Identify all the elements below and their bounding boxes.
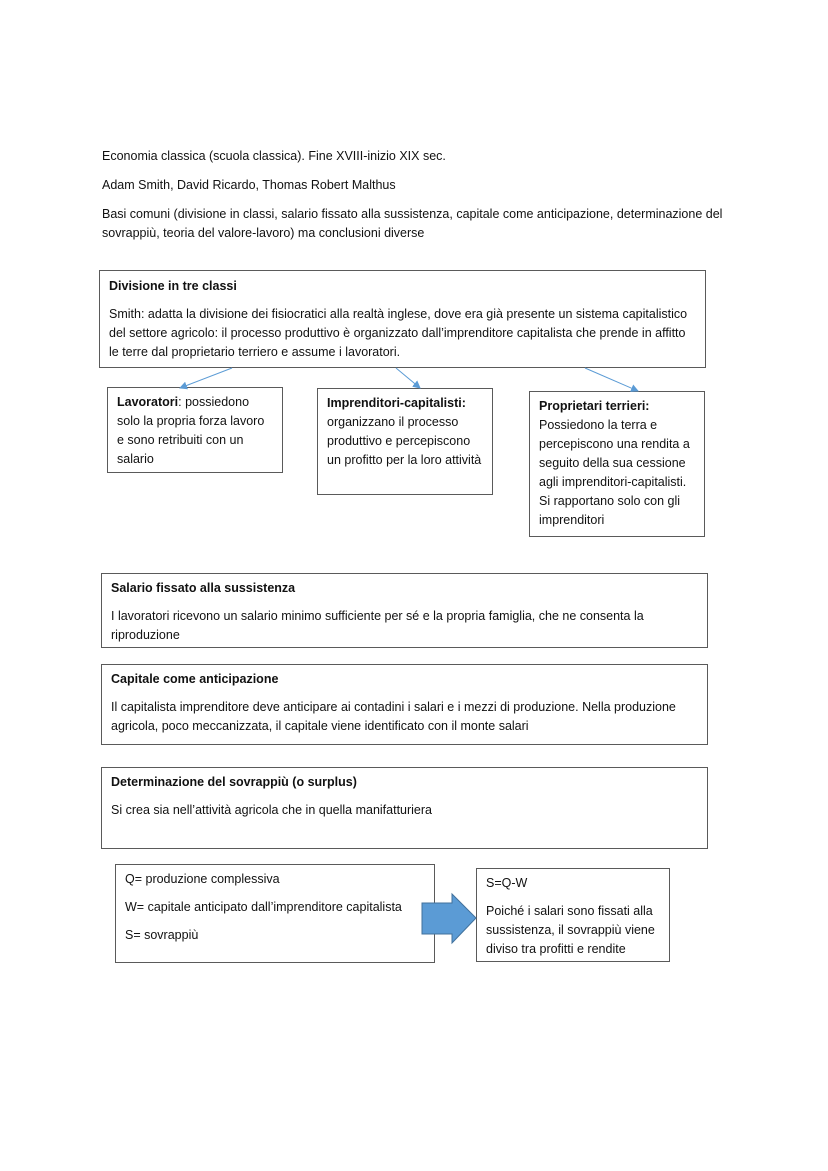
landowners-text: Possiedono la terra e percepiscono una rendita a seguito della sua cessione agli imprenditori-capitalisti. Si rapportano solo con gli imprenditori (539, 418, 690, 527)
result-formula: S=Q-W (486, 876, 528, 890)
classes-title: Divisione in tre classi (109, 279, 237, 293)
surplus-text: Si crea sia nell’attività agricola che in quella manifatturiera (111, 803, 432, 817)
intro-line-3: Basi comuni (divisione in classi, salario fissato alla sussistenza, capitale come anticipazione, determinazione del sovrappiù, teoria del valore-lavoro) ma conclusioni diverse (102, 207, 723, 240)
landowners-title: Proprietari terrieri: (539, 399, 650, 413)
intro-line-2: Adam Smith, David Ricardo, Thomas Robert Malthus (102, 178, 396, 192)
arrow-to-entrepreneurs (396, 368, 420, 388)
formula-s: S= sovrappiù (125, 928, 199, 942)
arrow-to-landowners (585, 368, 638, 391)
formula-q: Q= produzione complessiva (125, 872, 280, 886)
classes-text: Smith: adatta la divisione dei fisiocratici alla realtà inglese, dove era già presente un sistema capitalistico del settore agricolo: il processo produttivo è organizzato dall’imprenditore capitalista che prende in affitto le terre dal proprietario terriero e assume i lavoratori. (109, 307, 688, 359)
salary-title: Salario fissato alla sussistenza (111, 581, 296, 595)
capital-title: Capitale come anticipazione (111, 672, 279, 686)
intro-line-1: Economia classica (scuola classica). Fine XVIII-inizio XIX sec. (102, 149, 446, 163)
capital-text: Il capitalista imprenditore deve anticipare ai contadini i salari e i mezzi di produzione. Nella produzione agricola, poco meccanizzata, il capitale viene identificato con il monte salari (111, 700, 676, 733)
workers-text: : possiedono solo la propria forza lavoro e sono retribuiti con un salario (117, 395, 265, 466)
surplus-title: Determinazione del sovrappiù (o surplus) (111, 775, 357, 789)
result-text: Poiché i salari sono fissati alla sussistenza, il sovrappiù viene diviso tra profitti e rendite (486, 904, 655, 956)
salary-text: I lavoratori ricevono un salario minimo sufficiente per sé e la propria famiglia, che ne consenta la riproduzione (111, 609, 644, 642)
formula-w: W= capitale anticipato dall’imprenditore capitalista (125, 900, 402, 914)
block-right-arrow-icon (422, 894, 476, 943)
entrepreneurs-title: Imprenditori-capitalisti: (327, 396, 466, 410)
workers-title: Lavoratori (117, 395, 179, 409)
arrow-to-workers (180, 368, 232, 388)
entrepreneurs-text: organizzano il processo produttivo e percepiscono un profitto per la loro attività (327, 415, 482, 467)
